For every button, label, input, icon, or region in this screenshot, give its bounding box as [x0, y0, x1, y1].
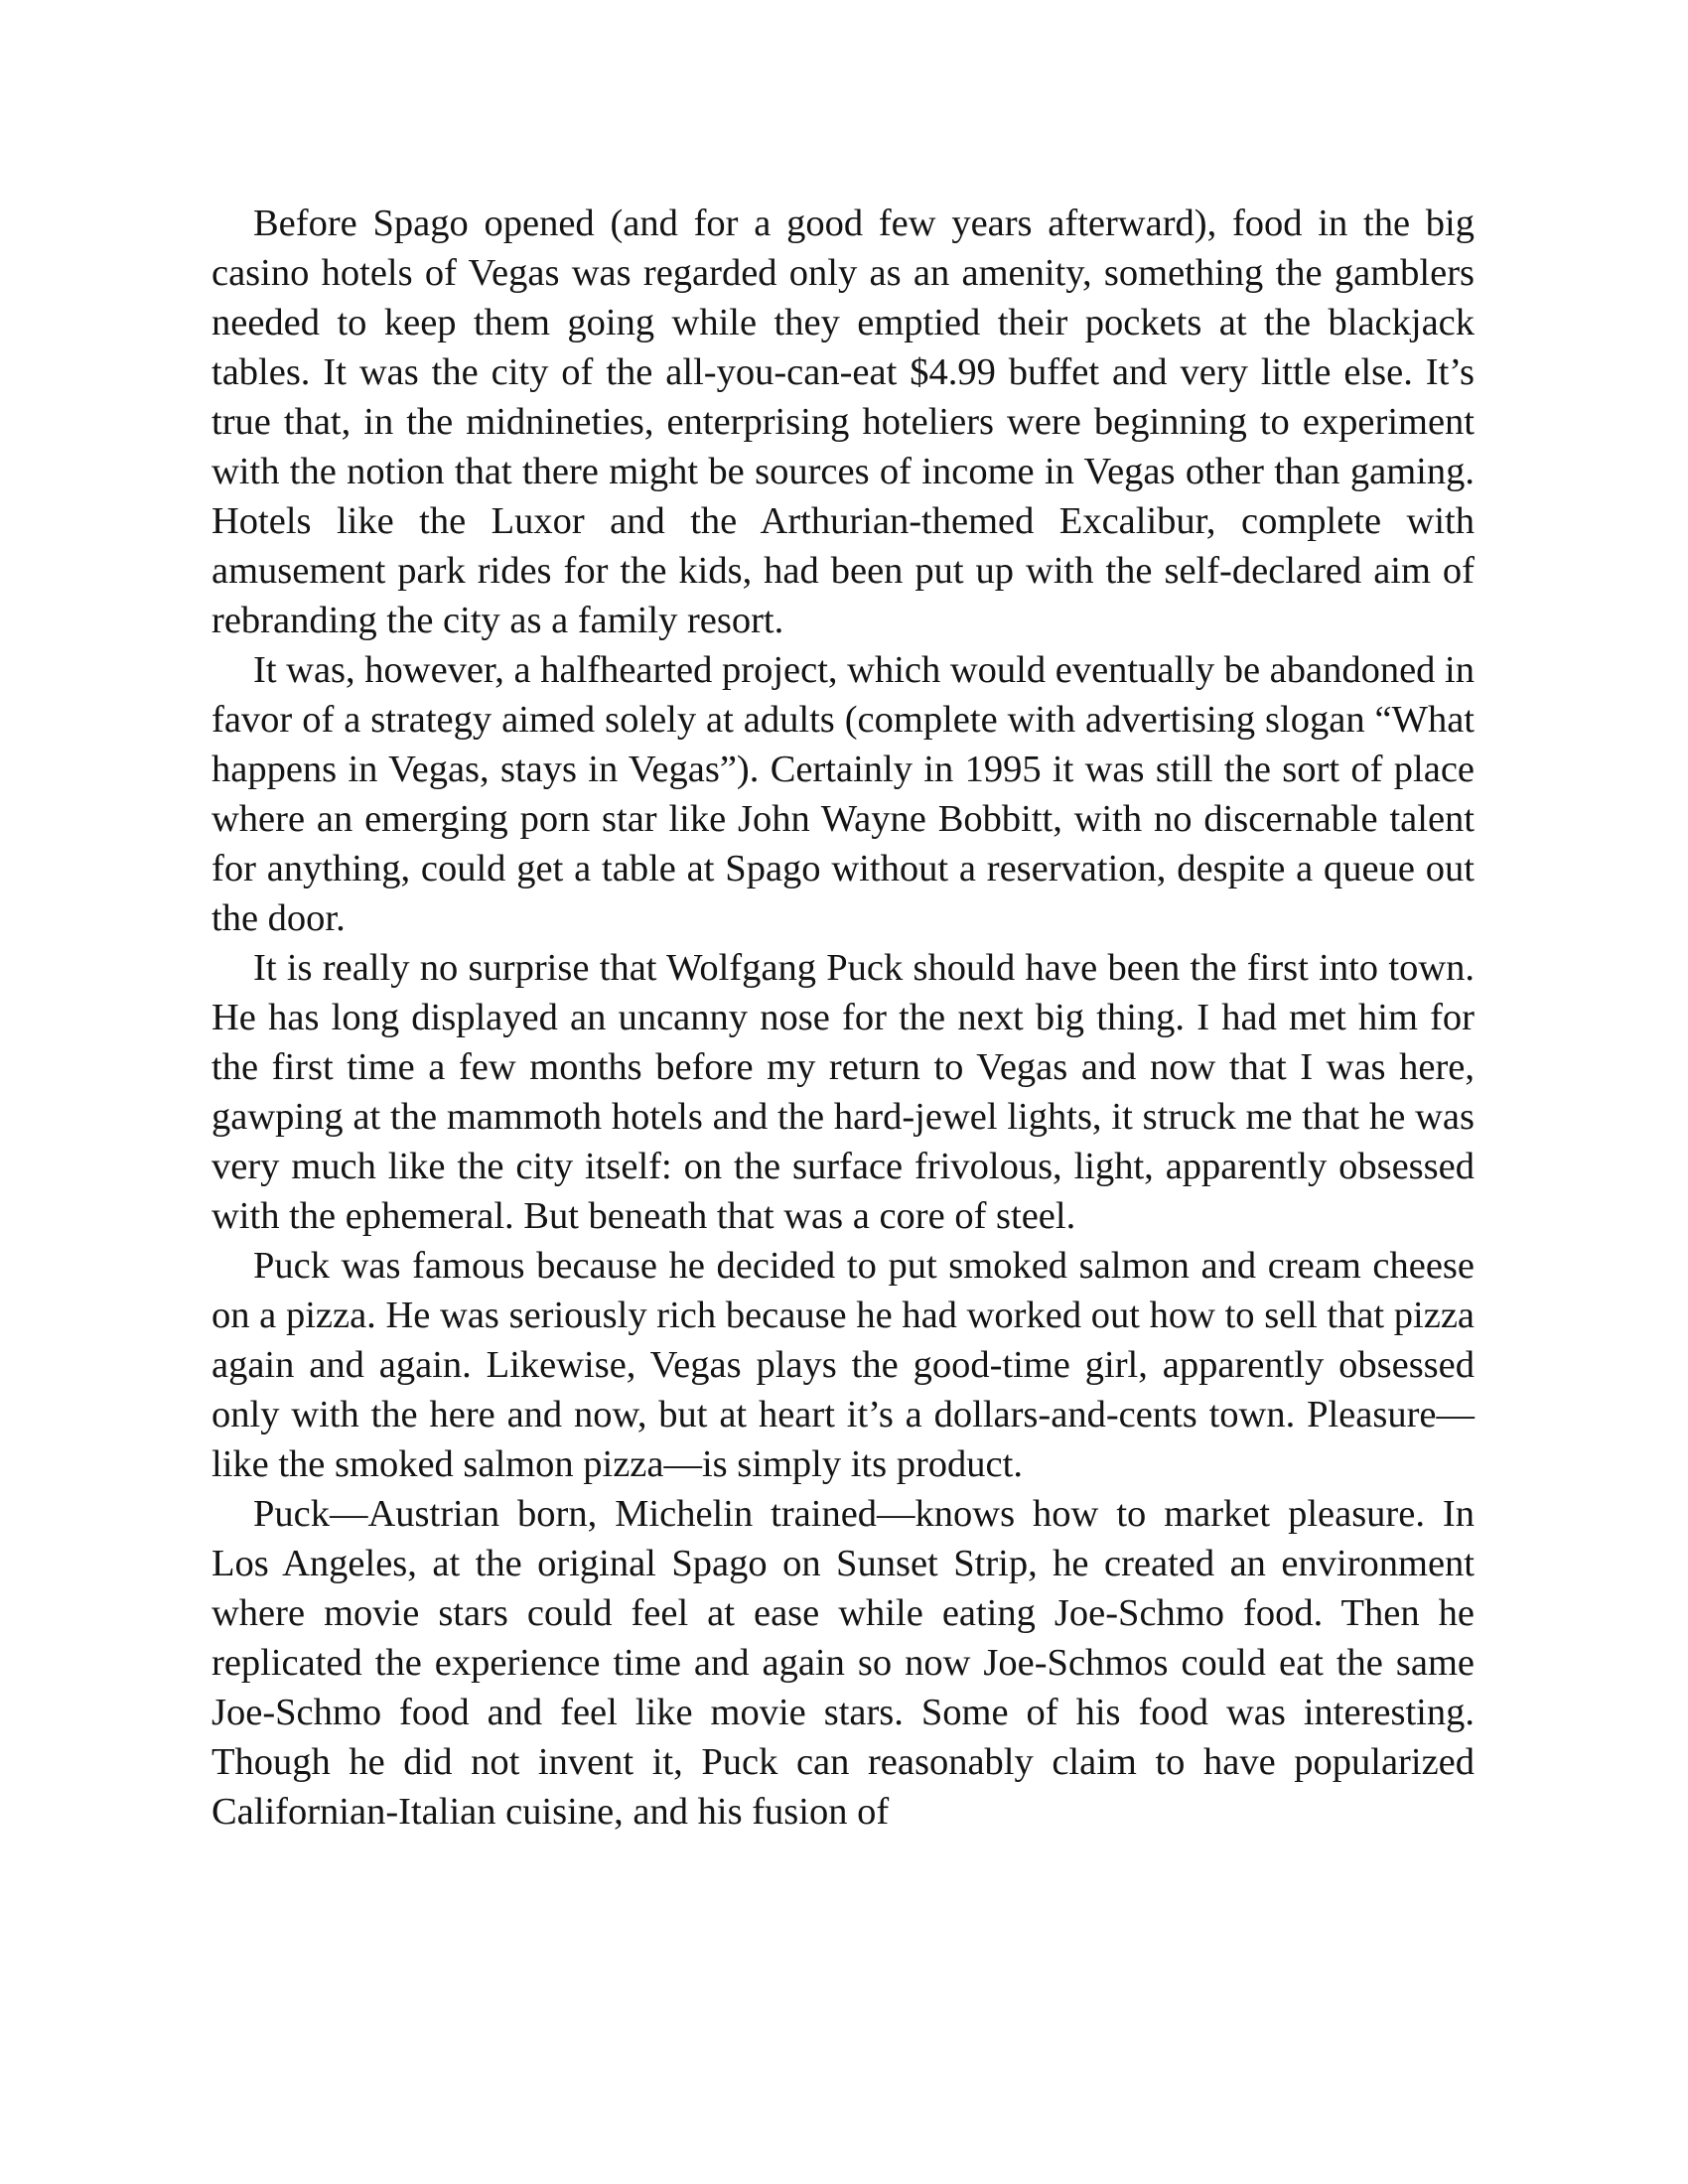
paragraph-4: Puck was famous because he decided to put smoked salmon and cream cheese on a pizza. He was seriously rich because he had worked out how to sell that pizza again and again. Likewise, Vegas plays the good-time girl, apparently obsessed only with the here and now, but at heart it’s a dollars-and-cents town. Pleasure—like the smoked salmon pizza—is simply its product.	[211, 1245, 1475, 1485]
paragraph-3: It is really no surprise that Wolfgang Puck should have been the first into town. He has long displayed an uncanny nose for the next big thing. I had met him for the first time a few months before my return to Vegas and now that I was here, gawping at the mammoth hotels and the hard-jewel lights, it struck me that he was very much like the city itself: on the surface frivolous, light, apparently obsessed with the ephemeral. But beneath that was a core of steel.	[211, 947, 1475, 1237]
paragraph-5: Puck—Austrian born, Michelin trained—knows how to market pleasure. In Los Angeles, at the original Spago on Sunset Strip, he created an environment where movie stars could feel at ease while eating Joe-Schmo food. Then he replicated the experience time and again so now Joe-Schmos could eat the same Joe-Schmo food and feel like movie stars. Some of his food was interesting. Though he did not invent it, Puck can reasonably claim to have popularized Californian-Italian cuisine, and his fusion of	[211, 1493, 1475, 1833]
paragraph-2: It was, however, a halfhearted project, which would eventually be abandoned in favor of a strategy aimed solely at adults (complete with advertising slogan “What happens in Vegas, stays in Vegas”). Certainly in 1995 it was still the sort of place where an emerging porn star like John Wayne Bobbitt, with no discernable talent for anything, could get a table at Spago without a reservation, despite a queue out the door.	[211, 649, 1476, 939]
body-text	[211, 199, 1475, 1837]
paragraph-1: Before Spago opened (and for a good few years afterward), food in the big casino hotels of Vegas was regarded only as an amenity, something the gamblers needed to keep them going while they emptied their pockets at the blackjack tables. It was the city of the all-you-can-eat $4.99 buffet and very little else. It’s true that, in the midnineties, enterprising hoteliers were beginning to experiment with the notion that there might be sources of income in Vegas other than gaming. Hotels like the Luxor and the Arthurian-themed Excalibur, complete with amusement park rides for the kids, had been put up with the self-declared aim of rebranding the city as a family resort.	[211, 203, 1475, 641]
